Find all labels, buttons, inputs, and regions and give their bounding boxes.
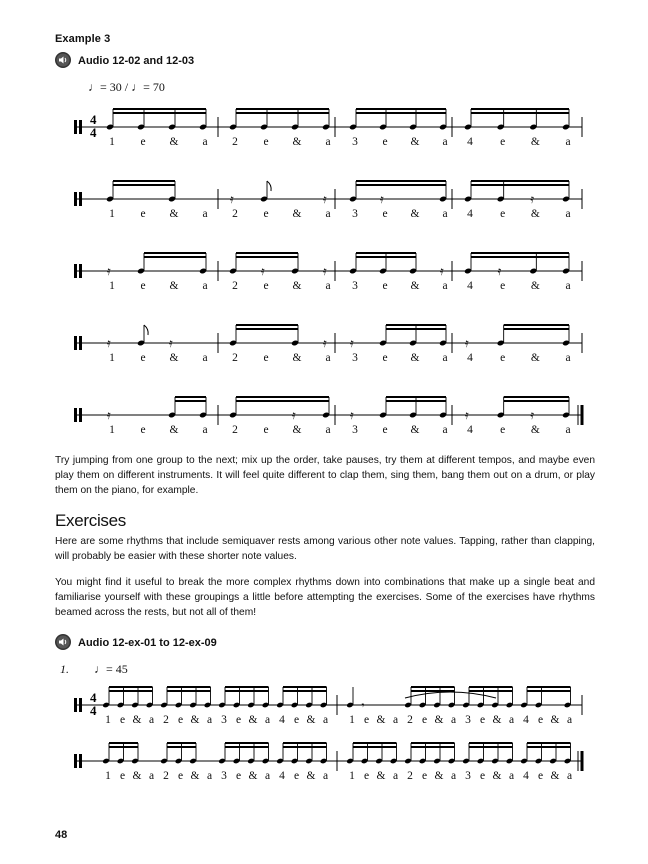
percussion-clef-icon [74, 408, 77, 422]
count-label: a [508, 714, 515, 726]
percussion-clef-icon [74, 754, 77, 768]
sixteenth-rest-icon: 𝄿 [169, 336, 173, 350]
count-label: 2 [232, 352, 238, 364]
count-label: 2 [232, 424, 238, 436]
count-label: & [530, 424, 540, 436]
count-label: 1 [109, 424, 115, 436]
count-label: & [292, 352, 302, 364]
count-label: 2 [407, 770, 413, 782]
count-label: e [140, 424, 146, 436]
exercise-staff [60, 734, 620, 774]
count-label: & [292, 208, 302, 220]
count-label: & [306, 770, 316, 782]
count-label: & [530, 352, 540, 364]
count-label: a [148, 770, 155, 782]
count-label: & [132, 770, 142, 782]
count-label: a [325, 136, 331, 148]
count-label: & [410, 136, 420, 148]
count-label: e [500, 352, 506, 364]
count-label: 1 [349, 770, 355, 782]
count-label: 2 [407, 714, 413, 726]
count-label: a [322, 770, 329, 782]
count-label: 4 [523, 770, 529, 782]
count-label: 4 [279, 714, 285, 726]
rhythm-staff [60, 316, 620, 356]
audio-label: Audio 12-02 and 12-03 [78, 55, 195, 67]
sixteenth-rest-icon: 𝄿 [261, 264, 265, 278]
count-label: a [325, 424, 331, 436]
count-label: a [148, 714, 155, 726]
speaker-icon [55, 52, 71, 68]
tempo-marking: ♩= 45 [94, 662, 128, 676]
percussion-clef-icon [74, 698, 77, 712]
percussion-clef-icon [79, 264, 82, 278]
count-label: 2 [232, 280, 238, 292]
count-label: e [119, 714, 126, 726]
count-label: 4 [523, 714, 529, 726]
count-label: & [434, 770, 444, 782]
count-label: & [169, 424, 179, 436]
count-label: a [565, 424, 571, 436]
count-label: & [306, 714, 316, 726]
count-label: a [264, 714, 271, 726]
count-label: & [248, 714, 258, 726]
audio-play-button[interactable] [55, 52, 71, 68]
count-row [60, 352, 620, 368]
rhythm-staff [60, 244, 620, 284]
time-signature-bottom: 4 [90, 125, 97, 140]
percussion-clef-icon [79, 408, 82, 422]
sixteenth-rest-icon: 𝄿 [323, 264, 327, 278]
count-label: 3 [352, 136, 358, 148]
count-label: & [190, 714, 200, 726]
count-row [60, 770, 620, 786]
count-label: a [442, 280, 448, 292]
count-label: a [392, 770, 399, 782]
quarter-note-icon: ♩ [88, 80, 100, 94]
sixteenth-rest-icon: 𝄿 [350, 336, 354, 350]
sixteenth-rest-icon: 𝄿 [230, 192, 234, 206]
sixteenth-rest-icon: 𝄿 [107, 408, 111, 422]
count-label: 2 [163, 714, 169, 726]
example-heading: Example 3 [55, 33, 111, 45]
quarter-note-icon: ♩ [94, 662, 106, 676]
count-label: e [363, 714, 370, 726]
tie [405, 692, 496, 698]
count-label: a [325, 208, 331, 220]
sixteenth-rest-icon: 𝄿 [530, 192, 535, 206]
sixteenth-rest-icon: 𝄿 [497, 264, 502, 278]
count-label: a [450, 770, 457, 782]
count-label: a [442, 352, 448, 364]
count-label: a [202, 424, 208, 436]
count-label: & [169, 136, 179, 148]
sixteenth-rest-icon: 𝄿 [350, 408, 354, 422]
count-label: & [530, 136, 540, 148]
count-label: e [537, 770, 544, 782]
count-label: 1 [109, 208, 115, 220]
exercises-heading: Exercises [55, 511, 126, 530]
count-label: a [392, 714, 399, 726]
count-label: 3 [352, 208, 358, 220]
percussion-clef-icon [79, 698, 82, 712]
count-label: e [382, 352, 388, 364]
count-label: a [450, 714, 457, 726]
percussion-clef-icon [74, 192, 77, 206]
count-label: a [264, 770, 271, 782]
count-label: e [500, 208, 506, 220]
count-label: a [202, 208, 208, 220]
count-row [60, 280, 620, 296]
count-label: a [206, 770, 213, 782]
count-label: & [492, 714, 502, 726]
count-label: a [202, 136, 208, 148]
count-label: a [322, 714, 329, 726]
count-row [60, 714, 620, 730]
note-flag [144, 325, 148, 335]
rhythm-staff [60, 172, 620, 212]
sixteenth-rest-icon: 𝄿 [465, 336, 469, 350]
count-label: a [566, 714, 573, 726]
count-label: a [565, 280, 571, 292]
count-label: 4 [279, 770, 285, 782]
count-label: & [492, 770, 502, 782]
count-label: & [550, 770, 560, 782]
count-label: e [421, 714, 428, 726]
time-signature-top: 4 [90, 690, 97, 705]
count-label: a [202, 352, 208, 364]
count-label: e [382, 136, 388, 148]
page-number: 48 [55, 829, 68, 841]
percussion-clef-icon [74, 120, 77, 134]
count-label: e [479, 714, 486, 726]
count-label: e [263, 280, 269, 292]
count-label: e [263, 352, 269, 364]
count-label: & [132, 714, 142, 726]
count-label: 3 [221, 714, 227, 726]
count-row [60, 424, 620, 440]
sixteenth-rest-icon: 𝄿 [107, 336, 111, 350]
count-label: & [530, 208, 540, 220]
exercises-tips-paragraph: You might find it useful to break the more complex rhythms down into combinations that make up a single beat and familiarise yourself with these groupings a little before attempting the exercises. Some of the exercises have rhythms beamed across the rests, but not all of them! [55, 577, 595, 618]
exercises-intro-paragraph: Here are some rhythms that include semiquaver rests among various other note values. Tapping, rather than clapping, will probably be easier with these shorter note values. [55, 536, 595, 562]
count-label: 2 [232, 136, 238, 148]
sixteenth-rest-icon: 𝄿 [323, 192, 327, 206]
count-label: 3 [465, 770, 471, 782]
count-label: 1 [109, 352, 115, 364]
count-label: 1 [349, 714, 355, 726]
count-label: a [325, 352, 331, 364]
count-label: e [363, 770, 370, 782]
count-label: & [550, 714, 560, 726]
audio-play-button[interactable] [55, 634, 71, 650]
sixteenth-rest-icon: 𝄿 [465, 408, 469, 422]
count-label: & [169, 280, 179, 292]
count-label: e [500, 280, 506, 292]
count-label: a [442, 424, 448, 436]
count-label: 3 [221, 770, 227, 782]
percussion-clef-icon [79, 192, 82, 206]
percussion-clef-icon [79, 336, 82, 350]
count-label: & [376, 714, 386, 726]
count-label: e [500, 424, 506, 436]
count-label: e [177, 714, 184, 726]
practice-paragraph: Try jumping from one group to the next; mix up the order, take pauses, try them at different tempos, and maybe even play them on different instruments. It will feel quite different to clap them, sing them, bang them out on a drum, or play them on the piano, for example. [55, 455, 595, 496]
count-label: & [434, 714, 444, 726]
count-label: e [263, 424, 269, 436]
count-label: a [566, 770, 573, 782]
count-label: e [479, 770, 486, 782]
rhythm-staff [60, 100, 620, 140]
count-label: e [235, 714, 242, 726]
count-label: & [169, 352, 179, 364]
count-label: a [206, 714, 213, 726]
count-label: & [410, 208, 420, 220]
count-label: 4 [467, 352, 473, 364]
count-label: & [410, 280, 420, 292]
exercise-number: 1. [60, 662, 69, 676]
count-label: 2 [163, 770, 169, 782]
count-label: a [565, 136, 571, 148]
count-label: 1 [109, 136, 115, 148]
count-label: a [325, 280, 331, 292]
count-label: a [442, 208, 448, 220]
exercise-staff [60, 678, 620, 718]
count-label: 4 [467, 424, 473, 436]
percussion-clef-icon [74, 264, 77, 278]
count-label: & [530, 280, 540, 292]
count-label: e [140, 352, 146, 364]
count-label: & [376, 770, 386, 782]
count-label: e [293, 714, 300, 726]
count-label: & [410, 352, 420, 364]
count-label: e [263, 136, 269, 148]
count-label: 3 [352, 424, 358, 436]
rhythm-staff [60, 388, 620, 428]
count-row [60, 136, 620, 152]
sixteenth-rest-icon: 𝄿 [107, 264, 111, 278]
time-signature-top: 4 [90, 112, 97, 127]
speaker-icon [55, 634, 71, 650]
eighth-rest-icon: 𝄾 [361, 700, 365, 712]
percussion-clef-icon [74, 336, 77, 350]
count-label: & [292, 280, 302, 292]
count-label: & [292, 424, 302, 436]
count-label: 4 [467, 280, 473, 292]
count-label: e [140, 136, 146, 148]
note-flag [267, 181, 271, 191]
audio-label: Audio 12-ex-01 to 12-ex-09 [78, 637, 217, 649]
count-label: e [382, 280, 388, 292]
count-label: 1 [105, 770, 111, 782]
count-label: e [140, 280, 146, 292]
count-label: a [442, 136, 448, 148]
sixteenth-rest-icon: 𝄿 [380, 192, 384, 206]
sixteenth-rest-icon: 𝄿 [323, 336, 327, 350]
count-label: e [500, 136, 506, 148]
count-label: e [382, 208, 388, 220]
quarter-note-icon: ♩ [131, 80, 144, 94]
sixteenth-rest-icon: 𝄿 [292, 408, 296, 422]
tempo-marking: ♩= 30 / ♩= 70 [88, 80, 165, 94]
count-label: e [537, 714, 544, 726]
count-label: 3 [352, 280, 358, 292]
count-label: e [293, 770, 300, 782]
count-label: a [565, 352, 571, 364]
percussion-clef-icon [79, 120, 82, 134]
count-label: 1 [109, 280, 115, 292]
count-label: 2 [232, 208, 238, 220]
count-label: e [421, 770, 428, 782]
count-label: 3 [352, 352, 358, 364]
count-label: e [140, 208, 146, 220]
count-label: 4 [467, 136, 473, 148]
count-label: a [508, 770, 515, 782]
count-label: & [292, 136, 302, 148]
count-row [60, 208, 620, 224]
sixteenth-rest-icon: 𝄿 [440, 264, 444, 278]
count-label: e [263, 208, 269, 220]
count-label: & [190, 770, 200, 782]
count-label: & [410, 424, 420, 436]
count-label: e [235, 770, 242, 782]
percussion-clef-icon [79, 754, 82, 768]
count-label: e [119, 770, 126, 782]
count-label: & [169, 208, 179, 220]
count-label: 1 [105, 714, 111, 726]
time-signature-bottom: 4 [90, 703, 97, 718]
count-label: a [565, 208, 571, 220]
count-label: 4 [467, 208, 473, 220]
count-label: e [177, 770, 184, 782]
count-label: 3 [465, 714, 471, 726]
count-label: e [382, 424, 388, 436]
count-label: & [248, 770, 258, 782]
count-label: a [202, 280, 208, 292]
sixteenth-rest-icon: 𝄿 [530, 408, 535, 422]
